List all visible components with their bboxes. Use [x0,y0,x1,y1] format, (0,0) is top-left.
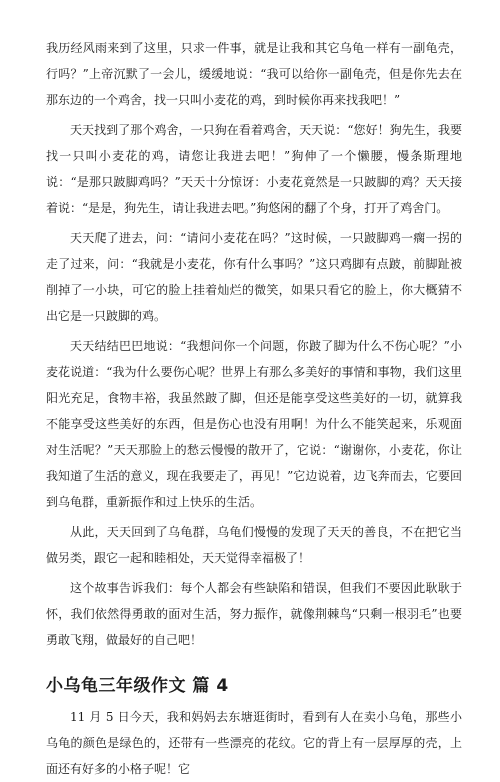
paragraph: 这个故事告诉我们：每个人都会有些缺陷和错误，但我们不要因此耿耿于怀，我们依然得勇敢的面对生活，努力振作，就像荆棘鸟“只剩一根羽毛”也要勇敢飞翔，做最好的自己吧！ [46,581,462,647]
paragraph: 天天结结巴巴地说：“我想问你一个问题，你跛了脚为什么不伤心呢？”小麦花说道：“我为什么要伤心呢？世界上有那么多美好的事情和事物，我们这里阳光充足，食物丰裕，我虽然跛了脚，但还是能享受这些美好的一切，就算我不能享受这些美好的东西，但是伤心也没有用啊！为什么不能笑起来，乐观面对生活呢？”天天那脸上的愁云慢慢的散开了，它说：“谢谢你，小麦花，你让我知道了生活的意义，现在我要走了，再见！”它边说着，边飞奔而去，它要回到乌龟群，重新振作和过上快乐的生活。 [46,339,462,509]
section-heading: 小乌龟三年级作文 篇 4 [46,676,229,696]
paragraph: 天天找到了那个鸡舍，一只狗在看着鸡舍，天天说：“您好！狗先生，我要找一只叫小麦花的鸡，请您让我进去吧！”狗伸了一个懒腰，慢条斯理地说：“是那只跛脚鸡吗？”天天十分惊讶：小麦花竟然是一只跛脚的鸡？天天接着说：“是是，狗先生，请让我进去吧。”狗悠闲的翻了个身，打开了鸡舍门。 [46,123,462,215]
paragraph: 我历经风雨来到了这里，只求一件事，就是让我和其它乌龟一样有一副龟壳，行吗？”上帝沉默了一会儿，缓缓地说：“我可以给你一副龟壳，但是你先去在那东边的一个鸡舍，找一只叫小麦花的鸡，到时候你再来找我吧！” [46,41,462,107]
paragraph: 天天爬了进去，问：“请问小麦花在吗？”这时候，一只跛脚鸡一瘸一拐的走了过来，问：“我就是小麦花，你有什么事吗？”这只鸡脚有点跛，前脚趾被削掉了一小块，可它的脸上挂着灿烂的微笑，如果只看它的脸上，你大概猜不出它是一只跛脚的鸡。 [46,231,462,323]
paragraph: 从此，天天回到了乌龟群，乌龟们慢慢的发现了天天的善良，不在把它当做另类，跟它一起和睦相处，天天觉得幸福极了！ [46,525,462,565]
paragraph: 11 月 5 日今天，我和妈妈去东塘逛街时，看到有人在卖小乌龟，那些小乌龟的颜色是绿色的，还带有一些漂亮的花纹。它的背上有一层厚厚的壳，上面还有好多的小格子呢！它 [46,710,462,776]
